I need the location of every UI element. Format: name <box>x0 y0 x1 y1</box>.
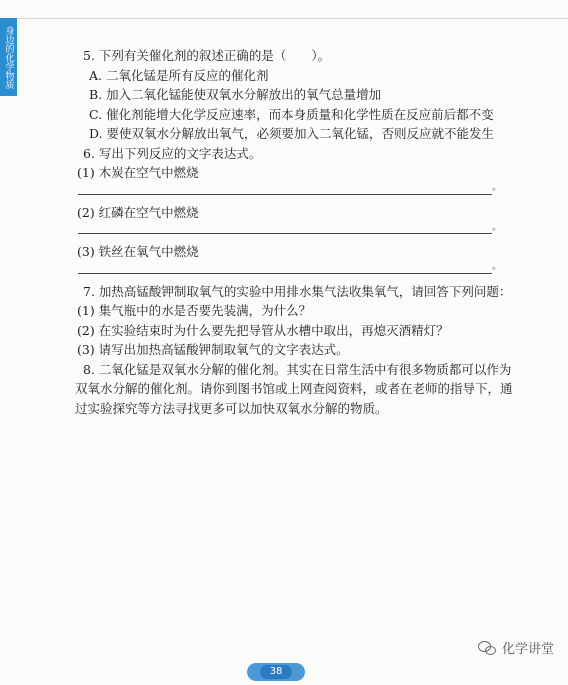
top-rule <box>0 18 568 19</box>
page-number-badge <box>247 663 305 681</box>
answer-line-end-mark: 。 <box>492 221 502 233</box>
page-number: 38 <box>260 665 293 679</box>
answer-line-1[interactable] <box>78 182 502 195</box>
watermark <box>478 638 554 657</box>
exercise-content <box>75 46 515 418</box>
question-7-stem: 7. 加热高锰酸钾制取氧气的实验中用排水集气法收集氧气，请回答下列问题： <box>83 283 512 299</box>
watermark-text: 化学讲堂 <box>501 642 554 657</box>
question-7-item-2: (2) 在实验结束时为什么要先把导管从水槽中取出，再熄灭酒精灯？ <box>77 322 449 338</box>
question-6-item-3: (3) 铁丝在氧气中燃烧 <box>77 244 199 259</box>
wechat-icon <box>478 641 496 655</box>
chapter-side-tab: 身边的化学物质 <box>0 18 17 96</box>
question-7-item-3: (3) 请写出加热高锰酸钾制取氧气的文字表达式。 <box>77 342 349 357</box>
question-8-text: 8. 二氧化锰是双氧水分解的催化剂。其实在日常生活中有很多物质都可以作为双氧水分解的催化剂。请你到图书馆或上网查阅资料，或者在老师的指导下，通过实验探究等方法寻找更多可以加快双氧水分解的物质。 <box>75 361 513 416</box>
question-5-option-d: D. 要使双氧水分解放出氧气，必须要加入二氧化锰，否则反应就不能发生 <box>89 126 495 141</box>
answer-line-end-mark: 。 <box>492 182 502 193</box>
question-6-item-2: (2) 红磷在空气中燃烧 <box>77 204 199 220</box>
answer-line-2[interactable] <box>78 221 502 234</box>
question-5-option-b: B. 加入二氧化锰能使双氧水分解放出的氧气总量增加 <box>89 87 382 102</box>
answer-line-end-mark: 。 <box>492 261 502 272</box>
question-5-option-c: C. 催化剂能增大化学反应速率，而本身质量和化学性质在反应前后都不变 <box>89 106 494 122</box>
answer-line-3[interactable] <box>78 261 502 274</box>
question-5-option-a: A. 二氧化锰是所有反应的催化剂 <box>89 67 269 83</box>
question-6-item-1: (1) 木炭在空气中燃烧 <box>77 165 199 180</box>
question-7-item-1: (1) 集气瓶中的水是否要先装满，为什么？ <box>77 303 312 318</box>
question-5-stem: 5. 下列有关催化剂的叙述正确的是（ ）。 <box>83 48 331 63</box>
question-6-stem: 6. 写出下列反应的文字表达式。 <box>83 145 262 161</box>
